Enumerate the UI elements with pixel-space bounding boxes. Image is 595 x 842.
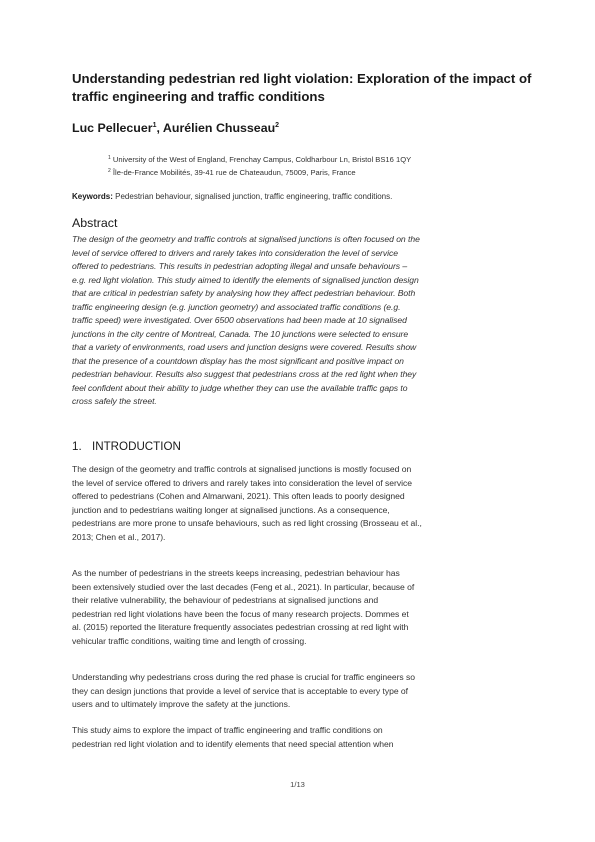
affiliation-text: University of the West of England, Frenchay Campus, Coldharbour Ln, Bristol BS16 1QY: [112, 155, 412, 164]
section-title: INTRODUCTION: [92, 440, 181, 453]
title-line: traffic engineering and traffic conditions: [72, 89, 325, 104]
paragraph-line: pedestrian red light violation and to identify elements that need special attention when: [72, 738, 394, 749]
author-list: [72, 121, 524, 135]
paragraph-line: their relative vulnerability, the behaviour of pedestrians at signalised junctions and: [72, 595, 379, 606]
affiliation-marker: 1: [108, 155, 111, 161]
author-affiliation-marker: 2: [275, 122, 280, 129]
abstract-line: offered to pedestrians. This results in pedestrian adopting illegal and unsafe behaviours –: [72, 261, 408, 271]
paragraph-line: The design of the geometry and traffic controls at signalised junctions is mostly focused on: [72, 464, 412, 474]
abstract-heading: Abstract: [72, 216, 118, 230]
paragraph-line: been extensively studied over the last decades (Feng et al., 2021). In particular, because of: [72, 581, 415, 592]
author-name: Luc Pellecuer: [72, 121, 153, 135]
abstract-line: cross safely the street.: [72, 396, 157, 406]
abstract-line: that are critical in pedestrian safety by analysing how they affect pedestrian behaviour. Both: [72, 288, 416, 298]
body-paragraph: [72, 724, 524, 751]
paragraph-line: As the number of pedestrians in the streets keeps increasing, pedestrian behaviour has: [72, 568, 400, 578]
paragraph-line: Understanding why pedestrians cross during the red phase is crucial for traffic engineers so: [72, 672, 415, 682]
abstract-line: The design of the geometry and traffic controls at signalised junctions is often focused on the: [72, 234, 420, 244]
author-affiliation-marker: 1: [152, 122, 157, 129]
body-paragraph: [72, 567, 524, 649]
abstract-line: feel confident about their ability to judge whether they can use the available traffic gaps to: [72, 382, 408, 393]
body-paragraph: [72, 671, 524, 712]
author-name: Aurélien Chusseau: [162, 121, 276, 135]
paragraph-line: junction and to pedestrians waiting longer at signalised junctions. As a consequence,: [72, 504, 390, 515]
paragraph-line: vehicular traffic conditions, waiting time and length of crossing.: [72, 635, 307, 646]
abstract-line: junctions in the city centre of Montreal, Canada. The 10 junctions were selected to ensure: [72, 328, 409, 339]
affiliation: [108, 166, 528, 178]
paragraph-line: al. (2015) reported the literature frequently associates pedestrian crossing at red light with: [72, 622, 409, 633]
paragraph-line: 2013; Chen et al., 2017).: [72, 531, 166, 542]
paper-title: [72, 70, 532, 106]
keywords: [72, 192, 524, 201]
paragraph-line: they can design junctions that provide a level of service that is acceptable to every type of: [72, 685, 408, 696]
section-heading-introduction: [72, 440, 524, 453]
abstract-line: that the presence of a countdown display has the most significant and positive impact on: [72, 355, 404, 366]
body-paragraph: [72, 463, 524, 545]
title-line: Understanding pedestrian red light violation: Exploration of the impact of: [72, 71, 532, 86]
paragraph-line: the level of service offered to drivers and rarely takes into consideration the level of service: [72, 477, 412, 488]
affiliation-marker: 2: [108, 168, 111, 174]
abstract-line: that a variety of environments, road users and junction designs were covered. Results show: [72, 342, 417, 352]
keywords-text: Pedestrian behaviour, signalised junction, traffic engineering, traffic conditions.: [115, 192, 393, 201]
page-number: 1/13: [290, 780, 305, 789]
keywords-label: Keywords:: [72, 192, 113, 201]
abstract-body: [72, 233, 524, 409]
abstract-line: e.g. red light violation. This study aimed to identify the elements of signalised junction design: [72, 274, 419, 285]
affiliation-text: Île-de-France Mobilités, 39-41 rue de Chateaudun, 75009, Paris, France: [112, 168, 356, 177]
paragraph-line: users and to ultimately improve the safety at the junctions.: [72, 699, 291, 710]
affiliation: [108, 153, 528, 165]
paragraph-line: This study aims to explore the impact of traffic engineering and traffic conditions on: [72, 725, 383, 735]
paragraph-line: pedestrians are more prone to unsafe behaviours, such as red light crossing (Brosseau et al.,: [72, 518, 422, 529]
abstract-line: traffic speed) were investigated. Over 6500 observations had been made at 10 signalised: [72, 315, 407, 325]
paragraph-line: pedestrian red light violations have been the focus of many research projects. Dommes et: [72, 608, 409, 619]
abstract-line: level of service offered to drivers and rarely takes into consideration the level of service: [72, 247, 398, 258]
abstract-line: traffic engineering design (e.g. junction geometry) and associated traffic conditions (e.g.: [72, 301, 401, 312]
abstract-line: pedestrian behaviour. Results also suggest that pedestrians cross at the red light when they: [72, 369, 417, 379]
paragraph-line: offered to pedestrians (Cohen and Almarwani, 2021). This often leads to poorly designed: [72, 491, 405, 502]
author-separator: ,: [156, 121, 163, 135]
section-number: 1.: [72, 440, 82, 453]
